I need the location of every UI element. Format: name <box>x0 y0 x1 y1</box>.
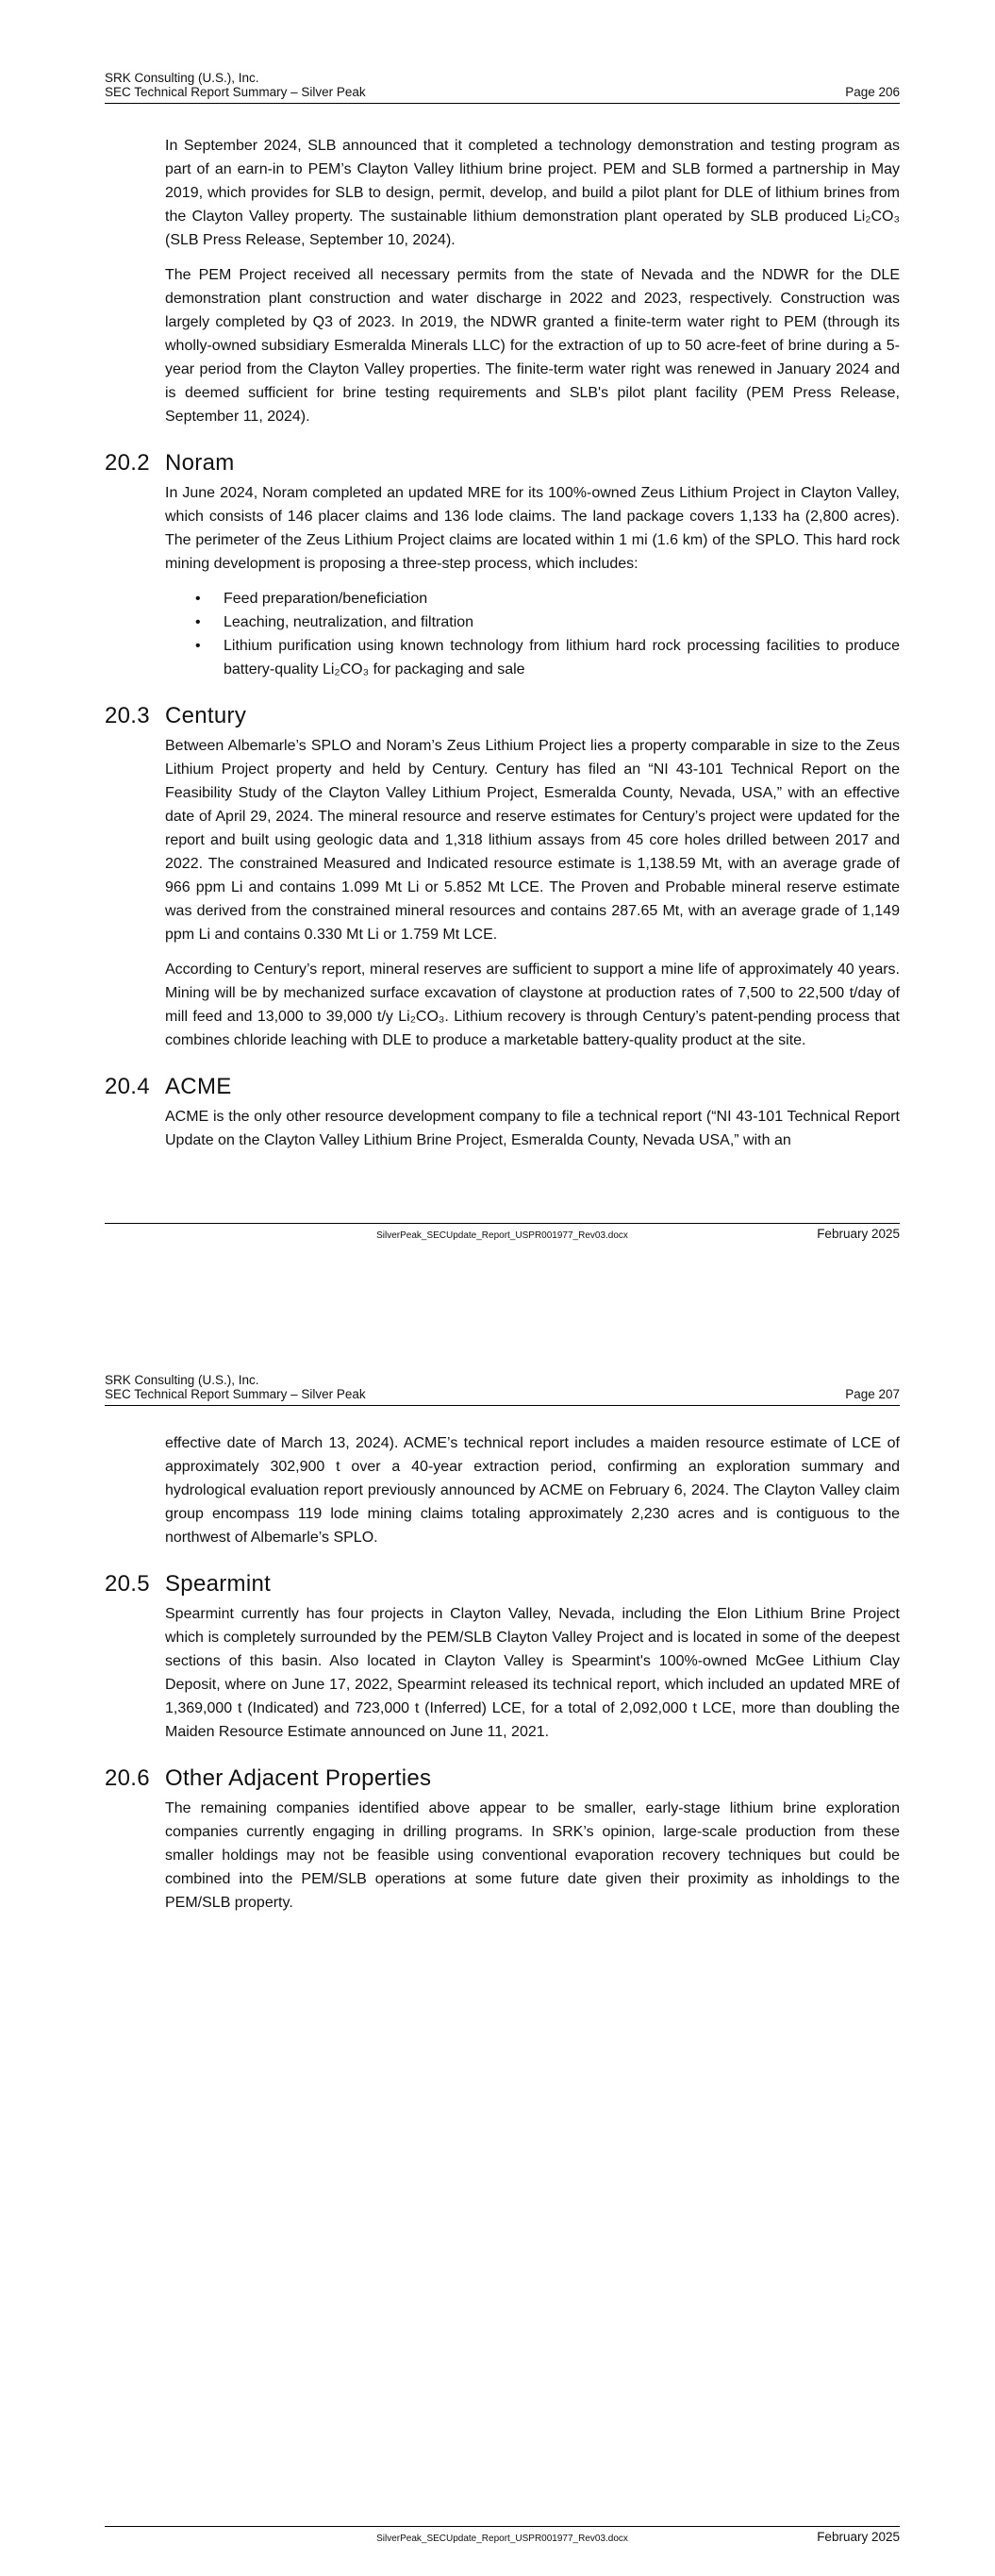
list-item: • Leaching, neutralization, and filtration <box>165 611 900 634</box>
section-title: Century <box>165 703 247 728</box>
section-number: 20.3 <box>105 703 150 728</box>
header-page-number: Page 206 <box>845 85 900 99</box>
page-206 <box>0 0 995 1255</box>
footer-divider <box>105 2526 900 2527</box>
section-title: Other Adjacent Properties <box>165 1765 432 1791</box>
list-item: • Feed preparation/beneficiation <box>165 587 900 611</box>
section-title: ACME <box>165 1074 232 1099</box>
page-body <box>105 1431 900 1926</box>
section-heading-century <box>105 702 900 730</box>
footer-filename: SilverPeak_SECUpdate_Report_USPR001977_Rev03.docx <box>376 1230 628 1241</box>
process-step-list <box>165 587 900 681</box>
header-company: SRK Consulting (U.S.), Inc. <box>105 1373 259 1387</box>
section-number: 20.6 <box>105 1765 150 1791</box>
header-report-title: SEC Technical Report Summary – Silver Peak <box>105 85 366 99</box>
header-report-title: SEC Technical Report Summary – Silver Peak <box>105 1387 366 1401</box>
bullet-icon: • <box>195 638 201 654</box>
paragraph-century-resources: Between Albemarle’s SPLO and Noram’s Zeus Lithium Project lies a property comparable in size to the Zeus Lithium Project property and held by Century. Century has filed an “NI 43-101 Technical Report on the Feasibility Study of the Clayton Valley Lithium Project, Esmeralda County, Nevada, USA,” with an effective date of April 29, 2024. The mineral resource and reserve estimates for Century’s project were updated for the report and built using geologic data and 1,318 lithium assays from 45 core holes drilled between 2017 and 2022. The constrained Measured and Indicated resource estimate is 1,138.59 Mt, with an average grade of 966 ppm Li and contains 1.099 Mt Li or 5.852 Mt LCE. The Proven and Probable mineral reserve estimate was derived from the constrained mineral resources and contains 287.65 Mt, with an average grade of 1,149 ppm Li and contains 0.330 Mt Li or 1.759 Mt LCE. <box>165 738 900 943</box>
paragraph-century-mining: According to Century’s report, mineral reserves are sufficient to support a mine life of approximately 40 years. Mining will be by mechanized surface excavation of claystone at production rates of 7,500 to 22,500 t/day of mill feed and 13,000 to 39,000 t/y Li₂CO₃. Lithium recovery is through Century’s patent-pending process that combines chloride leaching with DLE to produce a marketable battery-quality product at the site. <box>165 962 900 1048</box>
section-number: 20.5 <box>105 1571 150 1597</box>
bullet-icon: • <box>195 614 201 630</box>
page-207 <box>0 1297 995 2576</box>
footer-date: February 2025 <box>817 2530 900 2544</box>
section-title: Spearmint <box>165 1571 272 1597</box>
section-number: 20.4 <box>105 1074 150 1099</box>
footer-divider <box>105 1223 900 1224</box>
section-heading-acme <box>105 1073 900 1101</box>
header-company: SRK Consulting (U.S.), Inc. <box>105 71 259 85</box>
footer-filename: SilverPeak_SECUpdate_Report_USPR001977_Rev03.docx <box>376 2534 628 2544</box>
paragraph-pem-permits: The PEM Project received all necessary permits from the state of Nevada and the NDWR for the DLE demonstration plant construction and water discharge in 2022 and 2023, respectively. Construction was largely completed by Q3 of 2023. In 2019, the NDWR granted a finite-term water right to PEM (through its wholly-owned subsidiary Esmeralda Minerals LLC) for the extraction of up to 50 acre-feet of brine during a 5-year period from the Clayton Valley properties. The finite-term water right was renewed in January 2024 and is deemed sufficient for brine testing requirements and SLB's pilot plant facility (PEM Press Release, September 11, 2024). <box>165 267 900 425</box>
paragraph-spearmint: Spearmint currently has four projects in Clayton Valley, Nevada, including the Elon Lithium Brine Project which is completely surrounded by the PEM/SLB Clayton Valley Project and is located in some of the deepest sections of this basin. Also located in Clayton Valley is Spearmint's 100%-owned McGee Lithium Clay Deposit, where on June 17, 2022, Spearmint released its technical report, which included an updated MRE of 1,369,000 t (Indicated) and 723,000 t (Inferred) LCE, for a total of 2,092,000 t LCE, more than doubling the Maiden Resource Estimate announced on June 11, 2021. <box>165 1606 900 1740</box>
paragraph-acme: ACME is the only other resource development company to file a technical report (“NI 43-101 Technical Report Update on the Clayton Valley Lithium Brine Project, Esmeralda County, Nevada USA,” with an <box>165 1109 900 1148</box>
paragraph-noram: In June 2024, Noram completed an updated MRE for its 100%-owned Zeus Lithium Project in Clayton Valley, which consists of 146 placer claims and 136 lode claims. The land package covers 1,133 ha (2,800 acres). The perimeter of the Zeus Lithium Project claims are located within 1 mi (1.6 km) of the SPLO. This hard rock mining development is proposing a three-step process, which includes: <box>165 485 900 572</box>
paragraph-other-adjacent: The remaining companies identified above appear to be smaller, early-stage lithium brine exploration companies currently engaging in drilling programs. In SRK’s opinion, large-scale production from these smaller holdings may not be feasible using conventional evaporation recovery techniques but could be combined into the PEM/SLB operations at some future date given their proximity as inholdings to the PEM/SLB property. <box>165 1800 900 1911</box>
section-heading-spearmint <box>105 1570 900 1598</box>
footer-date: February 2025 <box>817 1227 900 1241</box>
section-title: Noram <box>165 450 235 476</box>
header-divider <box>105 103 900 104</box>
section-heading-noram <box>105 449 900 477</box>
section-heading-other-adjacent <box>105 1765 900 1793</box>
paragraph-acme-continued: effective date of March 13, 2024). ACME’s technical report includes a maiden resource estimate of LCE of approximately 302,900 t over a 40-year extraction period, confirming an exploration summary and hydrological evaluation report previously announced by ACME on February 6, 2024. The Clayton Valley claim group encompass 119 lode mining claims totaling approximately 2,230 acres and is contiguous to the northwest of Albemarle’s SPLO. <box>165 1435 900 1546</box>
list-item: • Lithium purification using known technology from lithium hard rock processing facilities to produce battery-quality Li₂CO₃ for packaging and sale <box>165 634 900 681</box>
paragraph-slb-demonstration: In September 2024, SLB announced that it completed a technology demonstration and testing program as part of an earn-in to PEM’s Clayton Valley lithium brine project. PEM and SLB formed a partnership in May 2019, which provides for SLB to design, permit, develop, and build a pilot plant for DLE of lithium brines from the Clayton Valley property. The sustainable lithium demonstration plant operated by SLB produced Li₂CO₃ (SLB Press Release, September 10, 2024). <box>165 138 900 248</box>
bullet-icon: • <box>195 591 201 607</box>
section-number: 20.2 <box>105 450 150 476</box>
page-body <box>105 134 900 1163</box>
page-header <box>105 71 900 99</box>
header-divider <box>105 1405 900 1406</box>
header-page-number: Page 207 <box>845 1387 900 1401</box>
page-header <box>105 1373 900 1401</box>
